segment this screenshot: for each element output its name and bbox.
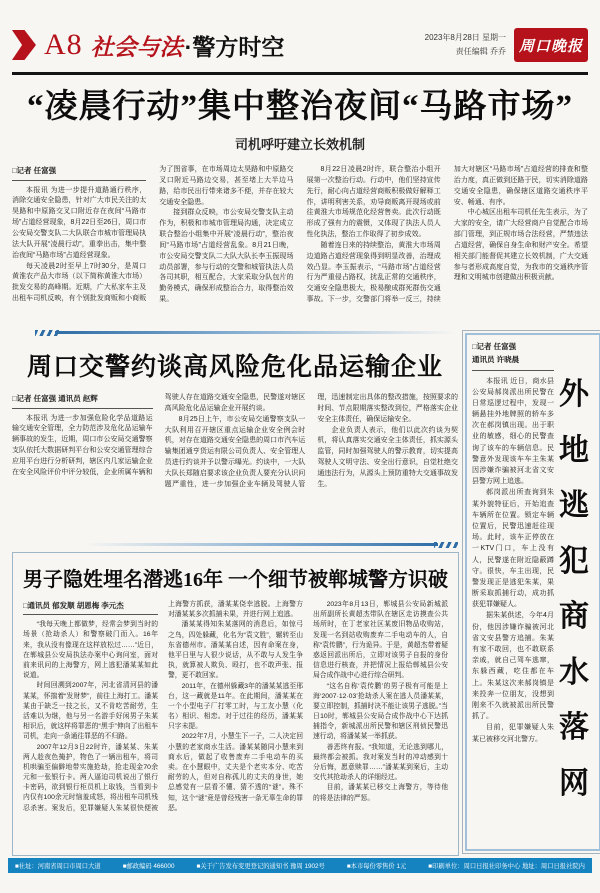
divider-bar [55, 331, 457, 334]
paragraph: 目前，犯罪嫌疑人朱某已被移交河北警方。 [472, 724, 554, 743]
article1-subtitle: 司机呼吁建立长效机制 [234, 137, 365, 152]
article-road-market [12, 80, 588, 333]
article1-headline: “凌晨行动”集中整治夜间“马路市场” [27, 89, 573, 125]
article3-byline: □通讯员 郁发顺 胡恩梅 李元杰 [23, 600, 158, 615]
paragraph: 接到群众反映，市公安局交警支队主动作为，积极和市城市管理局沟通，决定成立联合整治小组集中开展“凌晨行动”，整治夜间“马路市场”占道经营乱象。8月21日晚，市公安局交警支队二大队大队长李玉振现场动员部署，参与行动的交警和城管执法人员各司其职，相互配合，大家采取分队包片的勤务模式，确保形成整治合力，取得整治效果。 [159, 209, 294, 304]
sidebar-article-box [462, 330, 600, 854]
paragraph: 目前，潘某某已移交上海警方，等待他的将是法律的严惩。 [313, 784, 448, 802]
section-title-bold: ·警方时空 [184, 33, 285, 60]
sidebar-body [472, 341, 554, 843]
sidebar-article-inner [465, 333, 600, 851]
sidebar-byline [472, 341, 554, 371]
article2-headline: 周口交警约谈高风险危化品运输企业 [26, 354, 443, 381]
paragraph: 2023年8月13日，郸城县公安局新城派出所副所长黄超杰带队在辖区走访摸查公共场所时，在丁老家社区某废旧物品收购站，发现一名到站收购废弃二手电动车的人，自称“袁传鹏”，行为诡异。于是，黄超杰带着疑惑返回派出所后，立即对该男子自报的身份信息进行核查，并把情况上报给郸城县公安局合成作战中心进行综合研判。 [313, 601, 448, 680]
section-title-script: 社会与法 [90, 34, 183, 60]
paragraph: 中心城区出租车司机任先生表示，为了大家的安全，请广大经营商户自觉配合市场部门管理，到正规市场合法经营，严禁违法占道经营，确保自身生命和财产安全。希望相关部门能督促其建立长效机制，广大交通参与者形成高度自觉，为我市的交通秩序管理和文明城市创建做出积极贡献。 [453, 209, 588, 282]
publication-date: 2023年8月28日 星期一 [424, 33, 506, 43]
divider-bottom [85, 542, 458, 548]
editor-credit: 责任编辑 乔乔 [455, 47, 506, 56]
paragraph: 本报讯 为进一步提升道路通行秩序，消除交通安全隐患，针对广大市民关注的太昊路和中原路交叉口附近存在夜间“马路市场”占道经营现象，8月22日至26日，周口市公安局交警支队二大队联合市城市管理局执法大队开展“凌晨行动”，重拳出击，集中整治夜间“马路市场”占道经营现象。 [12, 186, 147, 259]
paragraph: 据朱某供述，今年4月份，他因涉嫌诈骗被河北省文安县警方追捕。朱某有家不敢回，也不敢联系亲戚，就自己驾车逃窜，东躲西藏，吃住都在车上。朱某这次来郝岗镇是来投奔一位朋友，没想到刚来不久就被派出所民警抓了。 [472, 612, 554, 721]
article3-headline: 男子隐姓埋名潜逃16年 一个细节被郸城警方识破 [23, 569, 448, 591]
paragraph: 善恶终有报。“我知道，无论逃到哪儿，最终都会被抓。我对案发当时的冲动感到十分后悔，愿意赎罪……”潘某某到案后，主动交代其抢劫杀人的详细经过。 [313, 743, 448, 782]
paragraph: 8月22日凌晨2时许，联合整治小组开展第一次整治行动。行动中，他们坚持宣传先行，耐心向占道经营商贩积极做好解释工作，讲明利害关系，劝导商贩离开现场或前往黄淮大市场规范化经营售卖。此次行动既形成了强有力的震慑，又体现了执法人员人性化执法，整治工作取得了初步成效。 [306, 166, 441, 239]
article1-byline: □记者 任富强 [12, 165, 146, 181]
article1-body [12, 165, 588, 333]
header-right [425, 28, 588, 62]
paragraph: ■本市每份零售价 1元 [346, 863, 407, 870]
paragraph: “这名自称‘袁传鹏’的男子极有可能是上海‘2007·12·03’抢劫杀人案在逃人员潘某某，要立即控制，抓捕时决不能让该男子逃脱。”当日10时，郸城县公安局合成作战中心下达抓捕指令，新城派出所民警和辖区刑侦民警迅速行动，将潘某某一举抓获。 [313, 682, 448, 741]
paragraph: 潘某某得知朱某落网的消息后，如惊弓之鸟，四处躲藏，化名为“袁文胜”，辗转至山东省德州市。潘某某自述，因有命案在身，他平日里与人很少说话，从不敢与人发生争执，就算被人欺负、殴打，也不敢声张、报警，更不敢回家。 [168, 621, 303, 680]
paragraph: 8月25日上午，市公安局交通警察支队一大队利用召开辖区重点运输企业安全例会时机，对存在道路交通安全隐患的周口市汽车运输集团通亨货运有限公司负责人、安全管理人员进行约谈并予以警示曝光。约谈中，一大队大队长郑随启要求该企业负责人要充分认识问题严重性，进一步加强企业车辆及驾驶人管理，迅速制定出具体的整改措施，按照要求的时间、节点限期落实整改到位，严格落实企业安全主体责任，确保运输安全。 [164, 394, 458, 488]
sidebar-byline-correspondent: 通讯员 许晓晨 [472, 354, 520, 364]
divider-top [35, 330, 457, 336]
paragraph: 企业负责人表示，他们以此次约谈为契机，将认真落实交通安全主体责任，抓实源头监管，同时加强驾驶人的警示教育，切实提高驾驶人文明守法、安全出行意识，自觉杜绝交通违法行为，从源头上预防重特大交通事故发生。 [317, 426, 458, 488]
paragraph: 时间回溯到2007年，河北省清河县的潘某某，怀揣着“发财梦”，前往上海打工。潘某某由于缺乏一技之长，又不肯吃苦耐劳，生活难以为继，他与另一名游手好闲男子朱某相识后，就这样将罪恶的“黑手”伸向了出租车司机，走向一条通往罪恶的不归路。 [23, 682, 158, 741]
paragraph: ■印刷单位：周口日报社印务中心 地址：周口日报社院内 [428, 863, 585, 870]
page-header [12, 18, 588, 75]
divider-stripes-icon [434, 542, 458, 548]
paragraph: ■邮政编码 466000 [122, 863, 175, 870]
paragraph: 随着连日来的持续整治，黄淮大市场周边道路占道经营现象得到明显改善，治理成效凸显。李玉振表示，“马路市场”占道经营行为严重侵占路权，扰乱正常的交通秩序，交通安全隐患极大，极易酿成群死群伤交通事故。下一步，交警部门将举一反三，持续加大对辖区“马路市场”占道经营的排查和整治力度，真正做到还路于民，切实消除道路交通安全隐患，确保辖区道路交通秩序平安、畅通、有序。 [306, 166, 588, 304]
paragraph: 2007年12月3日22时许，潘某某、朱某两人趁夜色掩护，物色了一辆出租车，将司机哄骗至偏僻地带实施抢劫，抢走现金70余元和一张银行卡。两人逼迫司机说出了银行卡密码，欲到银行柜员机上取钱，当看到卡内仅有100余元时恼羞成怒，将出租车司机残忍杀害。案发后，犯罪嫌疑人朱某很快便被上海警方抓获，潘某某侥幸逃脱。上海警方对潘某某多次抓捕未果，并进行网上追逃。 [23, 601, 303, 812]
paragraph: 2022年7月，小慧生下一子，二人决定回小慧的老家商水生活。潘某某随同小慧来到商水后，做起了收售废弃二手电动车的买卖。在小慧眼中，丈夫是个老实本分、吃苦耐劳的人，但对自称孤儿的丈夫的身世，她总感觉有一层看不懂、猜不透的“谜”。殊不知，这个“谜”竟是曾经残害一条无辜生命的罪恶。 [168, 733, 303, 812]
paragraph: “我每天晚上都做梦，经常会梦到当时的场景（抢劫杀人）和警察破门而入。16年来，我从没有像现在这样放松过……”近日，在郸城县公安局执法办案中心询问室，面对前来讯问的上海警方，网上逃犯潘某某如此说道。 [23, 621, 158, 680]
section-title [91, 29, 285, 62]
sidebar-byline-reporter: □记者 任富强 [472, 342, 517, 351]
paragraph: ■社址：河南省周口市周口大道 [15, 863, 101, 870]
paragraph: 2011年，在德州躲藏3年的潘某某逃至邢台，这一藏就是11年。在此期间，潘某某在一个小型电子厂打零工时，与工友小慧（化名）相识、相恋。对于过往的经历，潘某某只字未提。 [168, 682, 303, 731]
date-block [425, 31, 506, 58]
paragraph: 本报讯 近日，商水县公安局郝岗派出所民警在日常巡逻过程中，发现一辆悬挂外地牌照的轿车多次在郝岗镇出现。出于职业的敏感，细心的民警查询了该车的车辆信息。民警意外发现该车车主朱某因涉嫌诈骗被河北省文安县警方网上追逃。 [472, 377, 554, 486]
article-hazmat-transport [12, 347, 458, 523]
paragraph: 郝岗派出所查询到朱某外貌特征后，开始追查车辆所在位置。锁定车辆位置后，民警迅速赶往现场。此时，该车正停放在一KTV门口，车上没有人，民警遂在附近隐蔽蹲守。很快，车主出现，民警发现正是逃犯朱某，果断采取抓捕行动，成功抓获犯罪嫌疑人。 [472, 489, 554, 609]
header-left [12, 28, 284, 62]
chevron-right-icon [12, 30, 36, 60]
footer-bar [8, 858, 592, 873]
masthead-logo: 周口晚报 [514, 28, 588, 62]
paragraph: 每天凌晨2时至早上7时30分，是周口黄淮农产品大市场（以下简称黄淮大市场）批发交易的高峰期。近期，广大私家车主及出租车司机反映，有个别批发商贩和小商贩为了图省事，在市场周边太昊路和中原路交叉口附近马路边交易，甚至堵上大半边马路，给市民出行带来诸多不便，并存在较大交通安全隐患。 [12, 166, 294, 303]
page-number: A8 [44, 28, 83, 61]
article2-body [12, 393, 458, 523]
article-fugitive-16-years [12, 552, 459, 856]
paragraph: 本报讯 为进一步加强危险化学品道路运输交通安全管理，全力防范涉及危化品运输车辆事故的发生，近期，周口市公安局交通警察支队依托大数据研判平台和公安交通管理综合应用平台进行分析研判，辖区内几家运输企业在安全风险评价中评分较低，企业所属车辆和驾驶人存在道路交通安全隐患，民警遂对辖区高风险危化品运输企业开展约谈。 [12, 394, 306, 476]
article2-byline: □记者 任富强 通讯员 赵辉 [12, 393, 153, 409]
article3-body [23, 600, 448, 852]
paragraph: ■关于广告发布变更登记的通知书 豫周 1902号 [196, 863, 325, 870]
divider-bar [85, 543, 438, 546]
sidebar-vertical-headline: 外地逃犯商水落网 [559, 378, 589, 800]
